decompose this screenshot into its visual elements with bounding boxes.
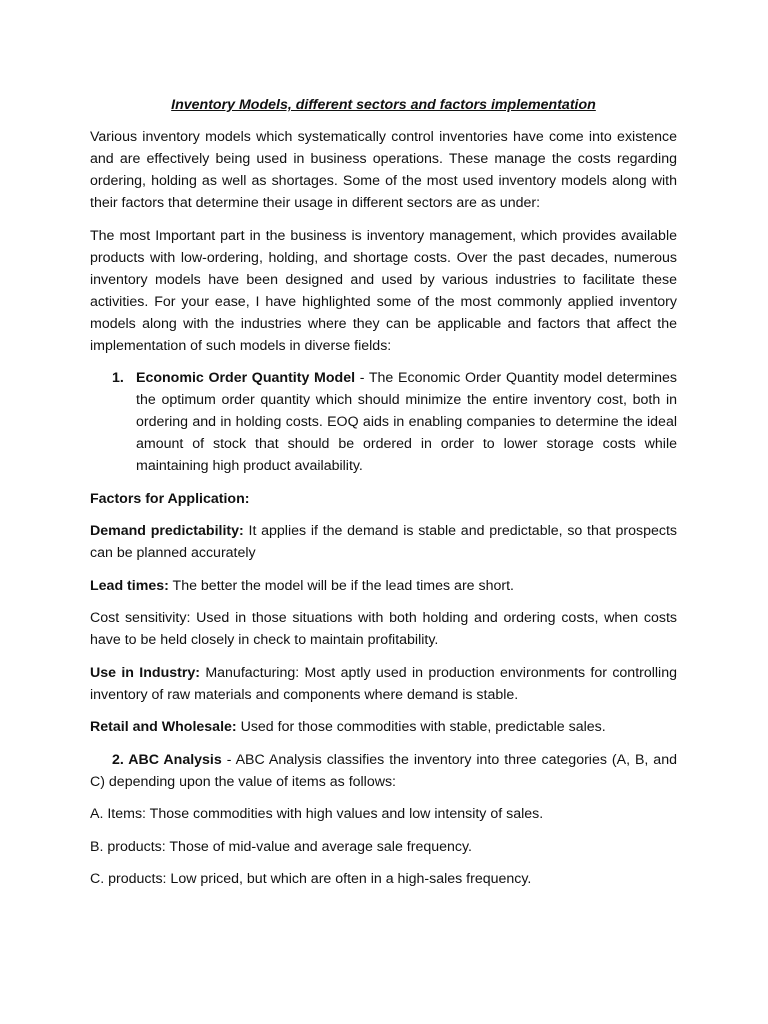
abc-heading: 2. ABC Analysis	[112, 751, 222, 768]
abc-text: - ABC Analysis classifies the inventory into three categories (A, B, and C) depending upon the value of items as follows:	[90, 751, 677, 790]
demand-label: Demand predictability:	[90, 523, 244, 539]
item-c: C. products: Low priced, but which are often in a high-sales frequency.	[90, 871, 532, 887]
industry-paragraph	[90, 662, 677, 706]
list-number: 1.	[112, 370, 124, 386]
retail-paragraph	[90, 716, 677, 738]
eoq-text: - The Economic Order Quantity model determines the optimum order quantity which should minimize the entire inventory cost, both in ordering and in holding costs. EOQ aids in enabling companies to determine the ideal amount of stock that should be ordered in order to lower storage costs while maintaining high product availability.	[136, 370, 677, 474]
item-b: B. products: Those of mid-value and average sale frequency.	[90, 838, 472, 855]
industry-label: Use in Industry:	[90, 664, 200, 681]
demand-paragraph	[90, 520, 677, 564]
industry-text: Manufacturing: Most aptly used in production environments for controlling inventory of raw materials and components where demand is stable.	[90, 664, 677, 703]
retail-text: Used for those commodities with stable, predictable sales.	[236, 719, 606, 735]
list-item-eoq	[90, 367, 677, 477]
item-a: A. Items: Those commodities with high values and low intensity of sales.	[90, 806, 544, 822]
cost-paragraph: Cost sensitivity: Used in those situations with both holding and ordering costs, when costs have to be held closely in check to maintain profitability.	[90, 610, 677, 648]
factors-heading: Factors for Application:	[90, 490, 250, 507]
lead-label: Lead times:	[90, 577, 169, 594]
lead-text: The better the model will be if the lead times are short.	[168, 577, 514, 594]
lead-paragraph	[90, 575, 677, 597]
retail-label: Retail and Wholesale:	[90, 719, 237, 735]
intro-paragraph: Various inventory models which systematically control inventories have come into existence and are effectively being used in business operations. These manage the costs regarding ordering, holding as well as shortages. Some of the most used inventory models along with their factors that determine their usage in different sectors are as under:	[90, 129, 677, 211]
document-body	[90, 94, 677, 901]
eoq-heading: Economic Order Quantity Model	[136, 370, 356, 386]
demand-text: It applies if the demand is stable and predictable, so that prospects can be planned accurately	[90, 523, 677, 561]
abc-paragraph	[90, 749, 677, 793]
document-title: Inventory Models, different sectors and factors implementation	[171, 97, 596, 113]
management-paragraph: The most Important part in the business is inventory management, which provides available products with low-ordering, holding, and shortage costs. Over the past decades, numerous inventory models have been designed and used by various industries to facilitate these activities. For your ease, I have highlighted some of the most commonly applied inventory models along with the industries where they can be applicable and factors that affect the implementation of such models in diverse fields:	[90, 227, 677, 354]
